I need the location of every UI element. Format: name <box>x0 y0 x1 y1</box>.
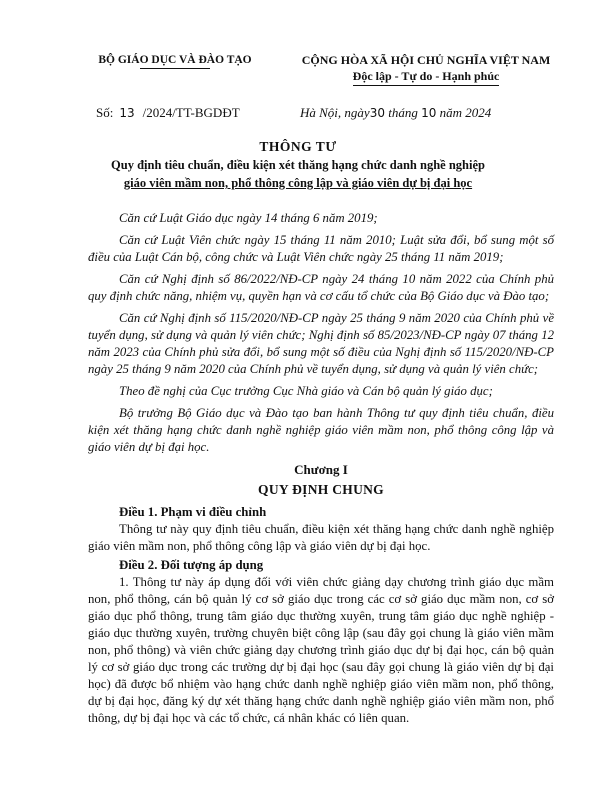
issuing-agency: BỘ GIÁO DỤC VÀ ĐÀO TẠO <box>98 54 252 66</box>
doc-no-value: 13 <box>119 106 135 120</box>
legal-basis-2: Căn cứ Luật Viên chức ngày 15 tháng 11 năm 2010; Luật sửa đổi, bổ sung một số điều của Luật Cán bộ, công chức và Luật Viên chức ngày 25 tháng 11 năm 2019; <box>88 233 554 264</box>
subject-line-2: giáo viên mầm non, phổ thông công lập và giáo viên dự bị đại học <box>123 176 473 190</box>
article-1-text: Thông tư này quy định tiêu chuẩn, điều kiện xét thăng hạng chức danh nghề nghiệp giáo viên mầm non, phổ thông công lập và giáo viên dự bị đại học. <box>88 522 554 553</box>
issue-date <box>300 105 491 121</box>
document-number <box>96 105 240 121</box>
article-2-text: 1. Thông tư này áp dụng đối với viên chức giảng dạy chương trình giáo dục mầm non, phổ thông, cán bộ quản lý cơ sở giáo dục trong các cơ sở giáo dục mầm non, cơ sở giáo dục phổ thông, trung tâm giáo dục thường xuyên, trung tâm giáo dục nghề nghiệp - giáo dục thường xuyên, trường chuyên biệt công lập (sau đây gọi chung là giáo viên mầm non, phổ thông) và viên chức giảng dạy chương trình giáo dục dự bị đại học, cán bộ quản lý cơ sở giáo dục trong các trường dự bị đại học (sau đây gọi chung là giáo viên dự bị đại học) đã được bổ nhiệm vào hạng chức danh nghề nghiệp giáo viên mầm non, phổ thông, dự bị đại học, đăng ký dự xét thăng hạng chức danh nghề nghiệp giáo viên mầm non, phổ thông, dự bị đại học và các tổ chức, cá nhân khác có liên quan. <box>88 575 554 725</box>
date-suffix: năm 2024 <box>439 105 492 120</box>
issuing-agency-block <box>80 54 270 69</box>
document-subject <box>0 156 596 192</box>
subject-line-1: Quy định tiêu chuẩn, điều kiện xét thăng hạng chức danh nghề nghiệp <box>111 158 485 172</box>
article-1-heading: Điều 1. Phạm vi điều chỉnh <box>119 505 267 519</box>
date-month: 10 <box>421 106 437 120</box>
national-name: CỘNG HÒA XÃ HỘI CHỦ NGHĨA VIỆT NAM <box>301 53 551 67</box>
legal-basis-4: Căn cứ Nghị định số 115/2020/NĐ-CP ngày 25 tháng 9 năm 2020 của Chính phủ về tuyển dụng, sử dụng và quản lý viên chức; Nghị định số 85/2023/NĐ-CP ngày 07 tháng 12 năm 2023 của Chính phủ sửa đổi, bổ sung một số điều của Nghị định số 115/2020/NĐ-CP ngày 25 tháng 9 năm 2020 của Chính phủ về tuyển dụng, sử dụng và quản lý viên chức; <box>88 311 554 376</box>
chapter-label: Chương I <box>294 462 348 477</box>
article-2-heading: Điều 2. Đối tượng áp dụng <box>119 558 264 572</box>
document-body <box>88 210 554 727</box>
issuance-statement: Bộ trưởng Bộ Giáo dục và Đào tạo ban hành Thông tư quy định tiêu chuẩn, điều kiện xét thăng hạng chức danh nghề nghiệp giáo viên mầm non, phổ thông công lập và giáo viên dự bị đại học. <box>88 406 554 454</box>
date-day: 30 <box>369 106 385 120</box>
national-motto: Độc lập - Tự do - Hạnh phúc <box>353 68 500 86</box>
date-mid: tháng <box>388 105 418 120</box>
doc-no-label: Số: <box>96 105 114 120</box>
national-heading-block <box>296 52 556 86</box>
chapter-title: QUY ĐỊNH CHUNG <box>258 482 384 497</box>
legal-basis-1: Căn cứ Luật Giáo dục ngày 14 tháng 6 năm 2019; <box>119 211 378 225</box>
document-type: THÔNG TƯ <box>259 139 337 154</box>
agency-underline <box>140 68 210 69</box>
date-prefix: Hà Nội, ngày <box>300 105 370 120</box>
doc-no-suffix: /2024/TT-BGDĐT <box>142 105 240 120</box>
proposal-line: Theo đề nghị của Cục trưởng Cục Nhà giáo và Cán bộ quản lý giáo dục; <box>119 384 493 398</box>
legal-basis-3: Căn cứ Nghị định số 86/2022/NĐ-CP ngày 24 tháng 10 năm 2022 của Chính phủ quy định chức năng, nhiệm vụ, quyền hạn và cơ cấu tổ chức của Bộ Giáo dục và Đào tạo; <box>88 272 554 303</box>
